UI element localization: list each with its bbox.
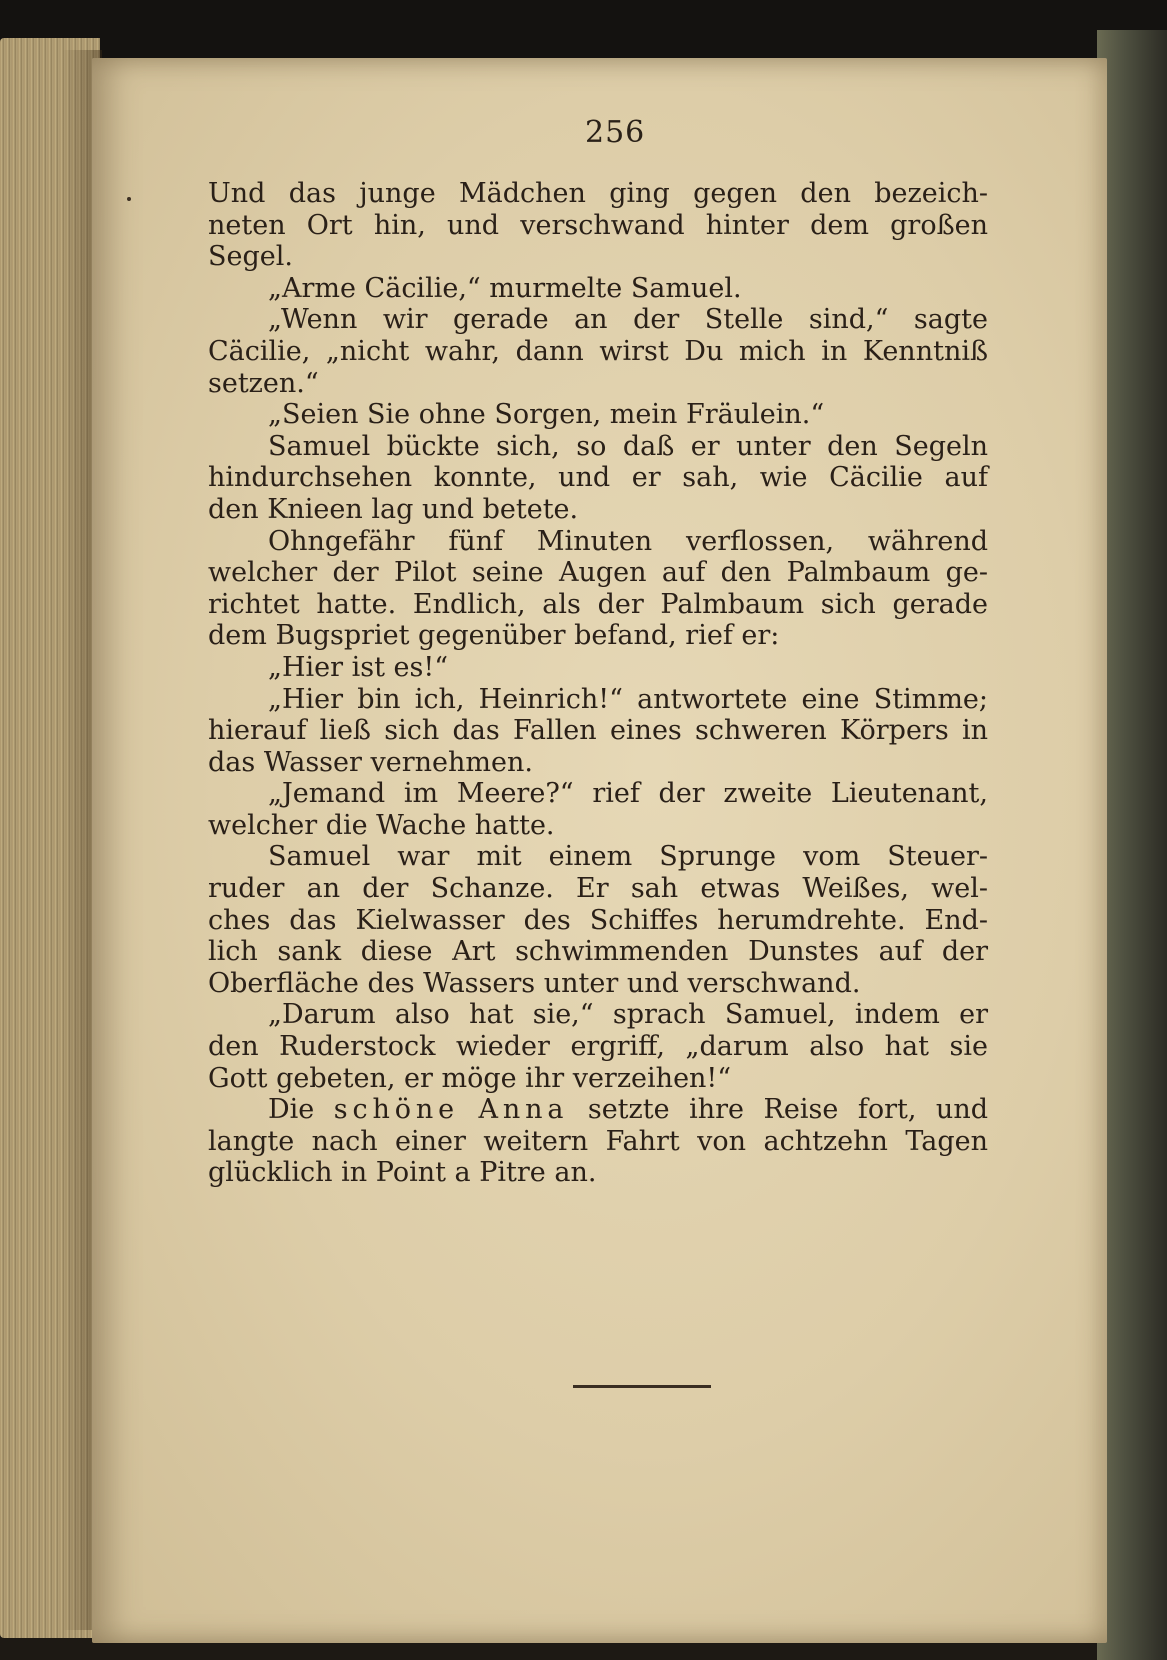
text-line: „Hier bin ich, Heinrich!“ antwortete eine Stimme; (268, 683, 988, 715)
text-line: „Jemand im Meere?“ rief der zweite Lieutenant, (268, 778, 988, 810)
text-line: „Wenn wir gerade an der Stelle sind,“ sagte (268, 304, 988, 336)
text-fragment: Die (268, 1094, 334, 1126)
text-line: lich sank diese Art schwimmenden Dunstes auf der (208, 936, 988, 968)
text-line: Segel. (208, 241, 293, 273)
text-line: hindurchsehen konnte, und er sah, wie Cäcilie auf (208, 462, 988, 494)
text-line: Ohngefähr fünf Minuten verflossen, während (268, 525, 988, 557)
end-rule (573, 1385, 711, 1388)
text-line: glücklich in Point a Pitre an. (208, 1157, 597, 1189)
text-line: „Hier ist es!“ (268, 651, 449, 683)
text-line (208, 1094, 988, 1126)
text-line: welcher der Pilot seine Augen auf den Palmbaum ge- (208, 557, 988, 589)
body-text (208, 178, 988, 1189)
text-fragment: setzte ihre Reise fort, und (568, 1094, 988, 1126)
text-line: das Wasser vernehmen. (208, 746, 533, 778)
text-line: den Ruderstock wieder ergriff, „darum also hat sie (208, 1031, 988, 1063)
book-cover-edge (1097, 30, 1167, 1660)
text-line: neten Ort hin, und verschwand hinter dem großen (208, 209, 988, 241)
text-line: Samuel war mit einem Sprunge vom Steuer- (268, 841, 988, 873)
text-line: Gott gebeten, er möge ihr verzeihen!“ (208, 1062, 732, 1094)
text-line: welcher die Wache hatte. (208, 809, 555, 841)
text-line: „Arme Cäcilie,“ murmelte Samuel. (268, 272, 742, 304)
text-line: Cäcilie, „nicht wahr, dann wirst Du mich in Kenntniß (208, 335, 988, 367)
text-line: „Seien Sie ohne Sorgen, mein Fräulein.“ (268, 399, 825, 431)
spaced-emphasis: schöne (333, 1094, 459, 1126)
page-number: 256 (585, 115, 646, 150)
text-line: richtet hatte. Endlich, als der Palmbaum sich gerade (208, 588, 988, 620)
text-line: Oberfläche des Wassers unter und verschwand. (208, 967, 861, 999)
text-line: ches das Kielwasser des Schiffes herumdrehte. End- (208, 904, 988, 936)
text-line: dem Bugspriet gegenüber befand, rief er: (208, 620, 780, 652)
text-line: hierauf ließ sich das Fallen eines schweren Körpers in (208, 715, 988, 747)
text-line: den Knieen lag und betete. (208, 493, 579, 525)
text-line: „Darum also hat sie,“ sprach Samuel, indem er (268, 999, 988, 1031)
spaced-emphasis: Anna (478, 1094, 569, 1126)
text-line: langte nach einer weitern Fahrt von achtzehn Tagen (208, 1125, 988, 1157)
text-fragment (459, 1094, 479, 1125)
text-line: setzen.“ (208, 367, 319, 399)
text-line: ruder an der Schanze. Er sah etwas Weißes, wel- (208, 873, 988, 905)
text-line: Und das junge Mädchen ging gegen den bezeich- (208, 178, 988, 209)
text-line: Samuel bückte sich, so daß er unter den Segeln (268, 430, 988, 462)
stray-mark (127, 197, 131, 201)
